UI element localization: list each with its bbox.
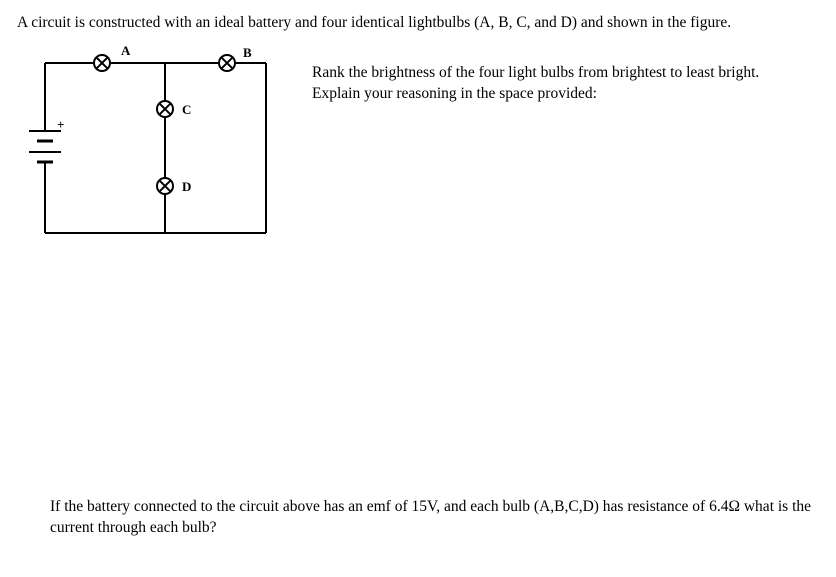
bulb-c-icon (157, 101, 173, 117)
bulb-b-icon (219, 55, 235, 71)
bulb-b-label: B (243, 45, 252, 60)
bulb-a-label: A (121, 43, 131, 58)
bulb-d-label: D (182, 179, 192, 194)
rank-brightness-prompt: Rank the brightness of the four light bulbs from brightest to least bright. Explain your reasoning in the space provided: (312, 64, 760, 102)
battery-symbol (29, 127, 61, 172)
battery-plus-label: + (57, 117, 65, 132)
bulb-d-icon (157, 178, 173, 194)
problem-intro: A circuit is constructed with an ideal battery and four identical lightbulbs (A, B, C, and D) and shown in the figure. (17, 14, 732, 31)
bulb-a-icon (94, 55, 110, 71)
current-question: If the battery connected to the circuit above has an emf of 15V, and each bulb (A,B,C,D) has resistance of 6.4Ω what is the current through each bulb? (50, 498, 812, 536)
bulb-c-label: C (182, 102, 192, 117)
